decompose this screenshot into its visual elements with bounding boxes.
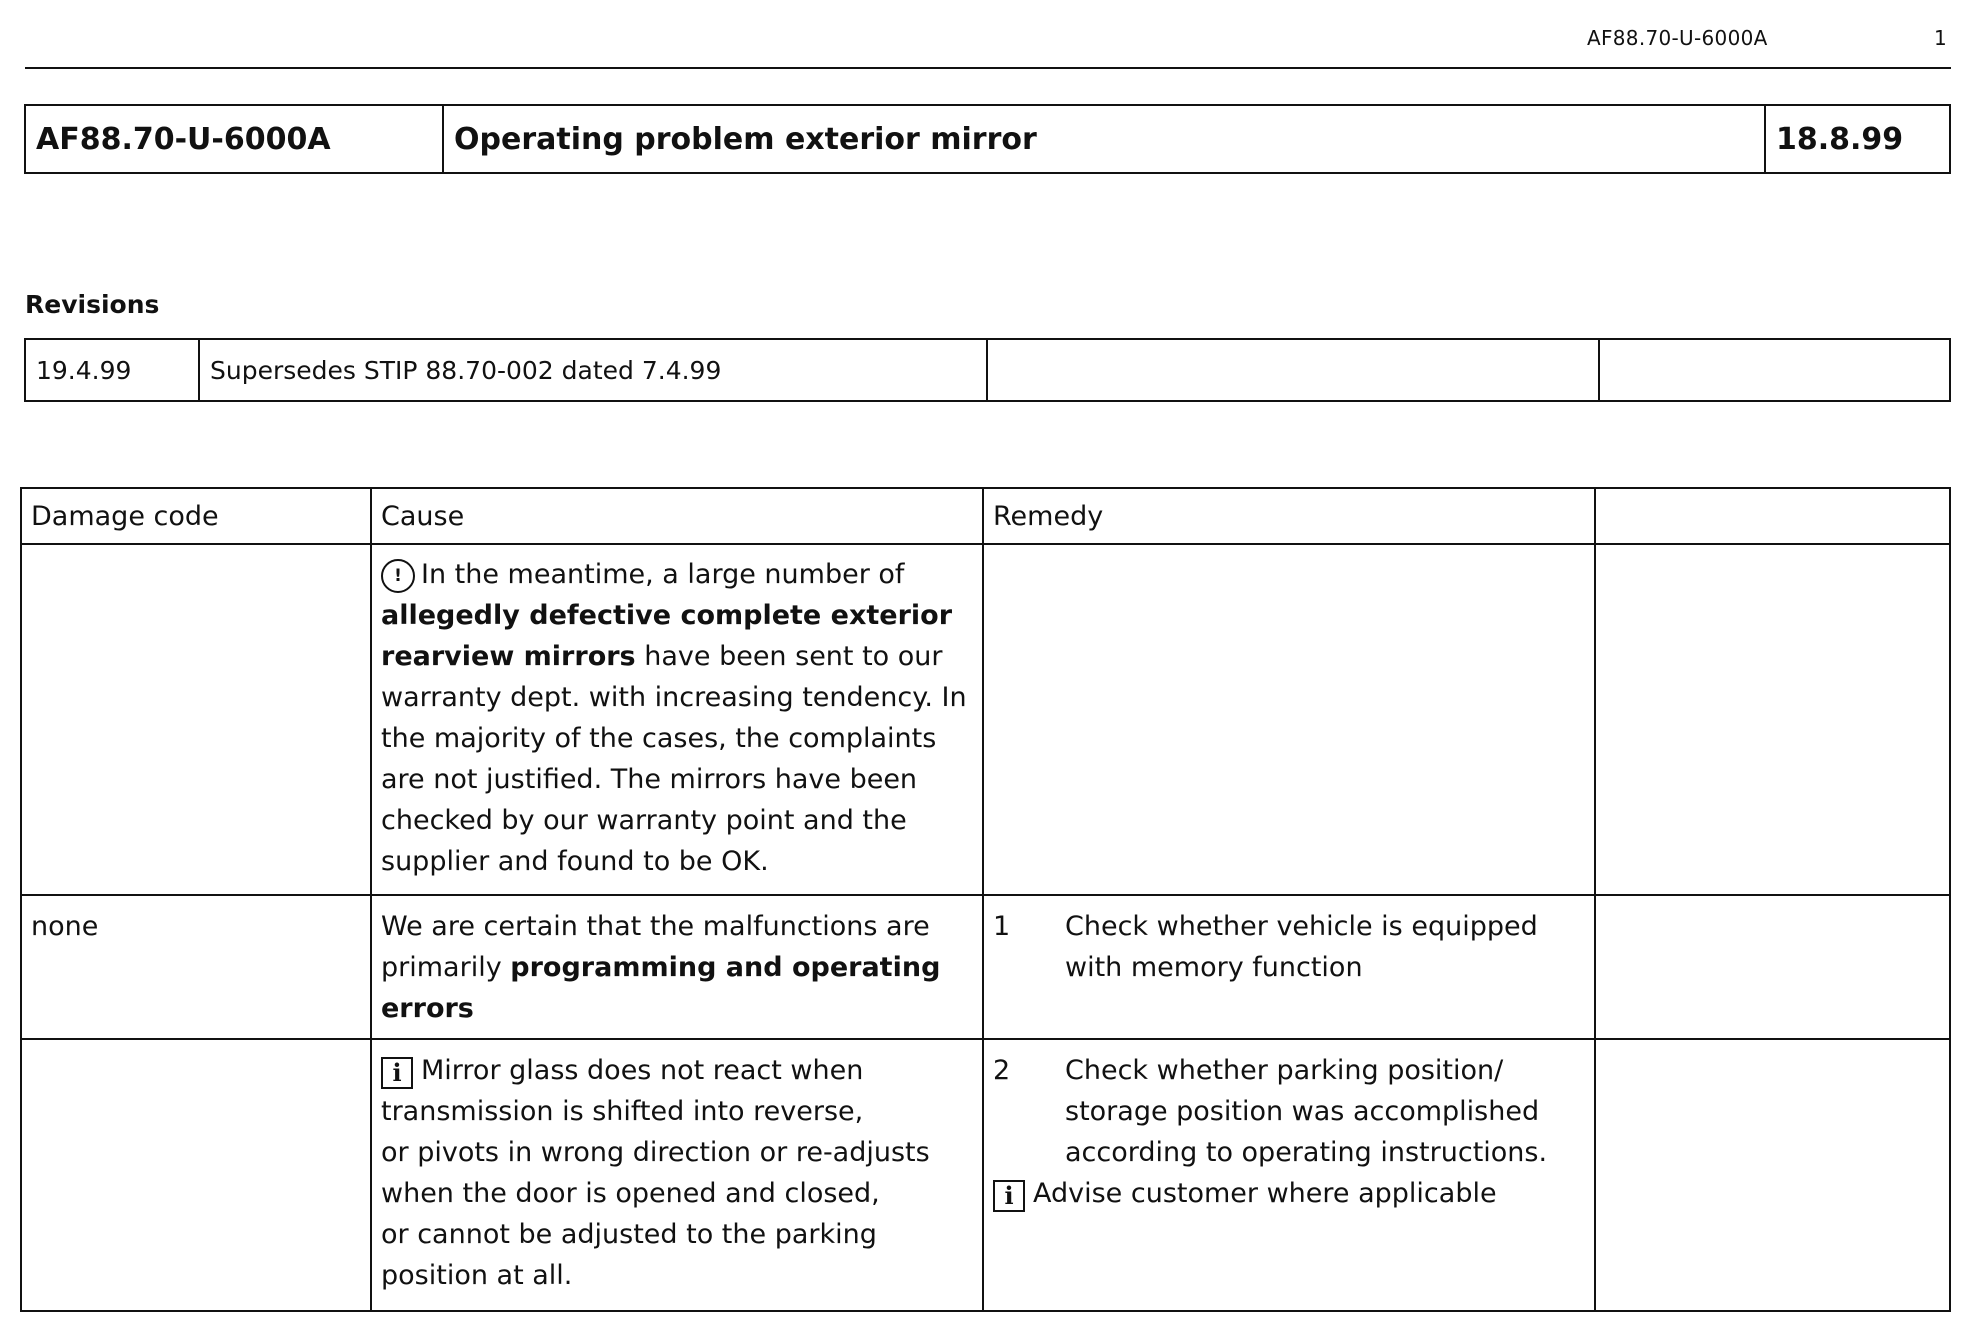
- remedy-step-number: 1: [993, 911, 1011, 942]
- info-icon: i: [993, 1180, 1025, 1212]
- extra-cell: [1595, 1039, 1950, 1311]
- remedy-note-text: Advise customer where applicable: [1033, 1178, 1497, 1209]
- header-document-number: AF88.70-U-6000A: [1587, 26, 1768, 50]
- title-block: [24, 104, 1951, 174]
- cause-cell: [371, 895, 983, 1039]
- revision-date: 19.4.99: [25, 339, 199, 401]
- cause-text: We are certain that the malfunctions are primarily: [381, 911, 930, 983]
- table-row: [21, 1039, 1950, 1311]
- damage-code-cell: [21, 1039, 371, 1311]
- table-row: [21, 544, 1950, 895]
- cause-text-line: transmission is shifted into reverse,: [381, 1096, 864, 1127]
- header-extra: [1595, 488, 1950, 544]
- cause-text-line: or pivots in wrong direction or re-adjusts: [381, 1137, 930, 1168]
- cause-cell: [371, 1039, 983, 1311]
- title-date: 18.8.99: [1765, 105, 1950, 173]
- remedy-note: [993, 1173, 1585, 1214]
- header-page-number: 1: [1934, 26, 1947, 50]
- cause-bold-text: allegedly defective complete exterior rearview mirrors: [381, 600, 953, 672]
- remedy-step-text: Check whether parking position/ storage position was accomplished according to operating instructions.: [1065, 1055, 1548, 1168]
- cause-text-line: Mirror glass does not react when: [421, 1055, 864, 1086]
- damage-code-cell: none: [21, 895, 371, 1039]
- cause-bold-text: programming and operating errors: [381, 952, 941, 1024]
- revision-row: [25, 339, 1950, 401]
- title-code: AF88.70-U-6000A: [25, 105, 443, 173]
- cause-text-line: or cannot be adjusted to the parking: [381, 1219, 877, 1250]
- cause-text: In the meantime, a large number of: [421, 559, 905, 590]
- revision-col4: [1599, 339, 1950, 401]
- header-remedy: Remedy: [983, 488, 1595, 544]
- page-title: Operating problem exterior mirror: [443, 105, 1765, 173]
- remedy-step-text: Check whether vehicle is equipped with memory function: [1065, 911, 1538, 983]
- header-cause: Cause: [371, 488, 983, 544]
- remedy-step: [993, 1050, 1585, 1173]
- remedy-cell: [983, 895, 1595, 1039]
- cause-text-line: when the door is opened and closed,: [381, 1178, 880, 1209]
- header-rule: [25, 67, 1951, 69]
- remedy-cell: [983, 544, 1595, 895]
- revisions-table: [24, 338, 1951, 402]
- table-row: [21, 895, 1950, 1039]
- revision-col3: [987, 339, 1599, 401]
- info-icon: i: [381, 1057, 413, 1089]
- cause-cell: [371, 544, 983, 895]
- warning-icon: !: [381, 559, 415, 593]
- damage-code-cell: [21, 544, 371, 895]
- extra-cell: [1595, 544, 1950, 895]
- extra-cell: [1595, 895, 1950, 1039]
- damage-cause-remedy-table: [20, 487, 1951, 1312]
- remedy-step: [993, 906, 1585, 988]
- cause-text-line: position at all.: [381, 1260, 573, 1291]
- remedy-cell: [983, 1039, 1595, 1311]
- revision-text: Supersedes STIP 88.70-002 dated 7.4.99: [199, 339, 987, 401]
- remedy-step-number: 2: [993, 1055, 1011, 1086]
- cause-text-continued: have been sent to our warranty dept. with increasing tendency. In the majority of the cases, the complaints are not justified. The mirrors have been checked by our warranty point and the supplier and found to be OK.: [381, 641, 967, 877]
- header-damage-code: Damage code: [21, 488, 371, 544]
- revisions-heading: Revisions: [25, 290, 160, 319]
- table-header-row: [21, 488, 1950, 544]
